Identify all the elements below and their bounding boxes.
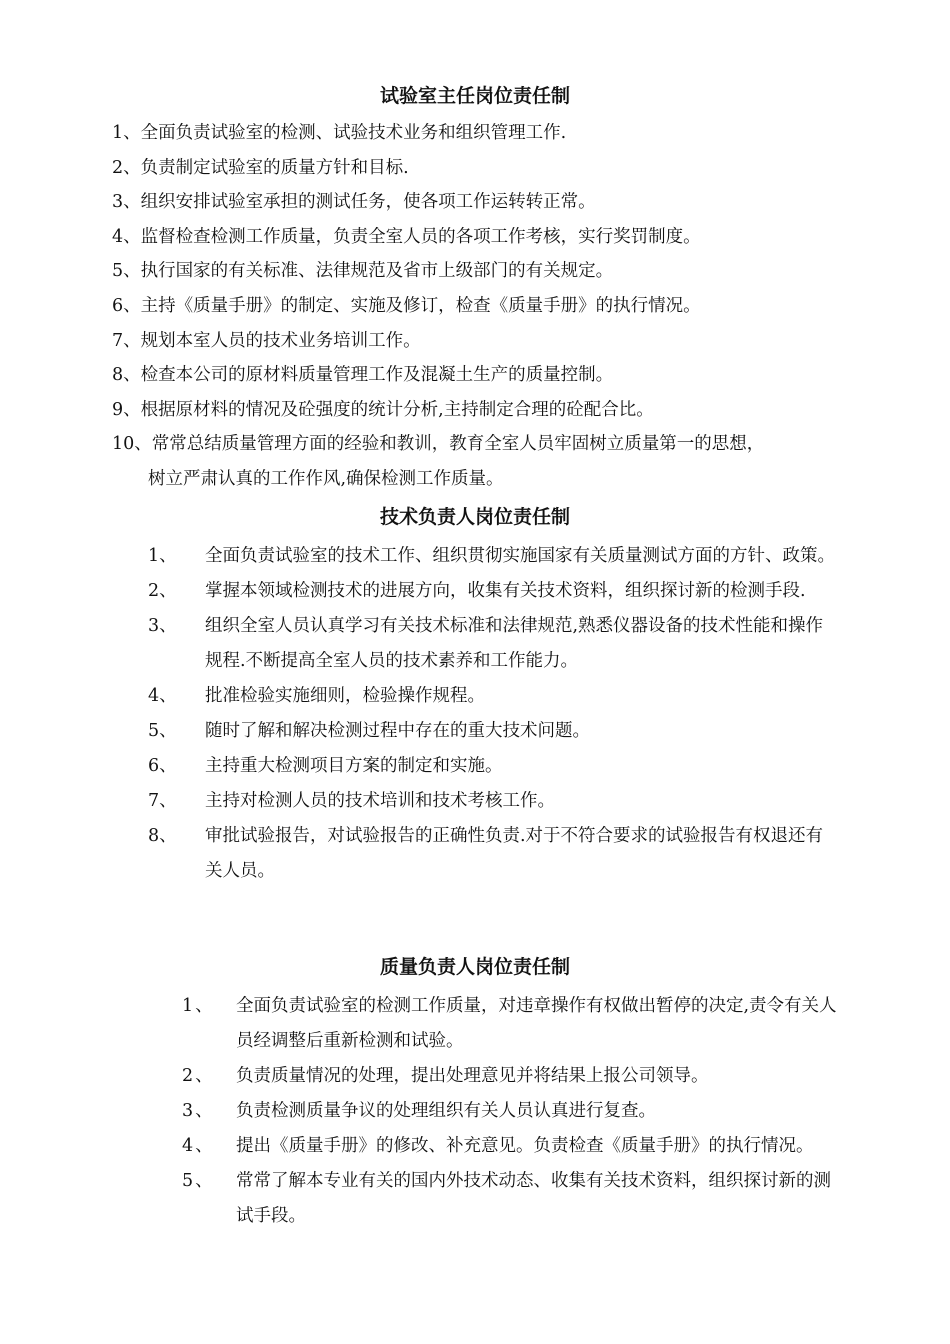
item-text: 提出《质量手册》的修改、补充意见。负责检查《质量手册》的执行情况。 <box>236 1136 814 1156</box>
list-item: 5、执行国家的有关标准、法律规范及省市上级部门的有关规定。 <box>112 261 614 282</box>
item-text: 负责检测质量争议的处理组织有关人员认真进行复查。 <box>236 1101 656 1121</box>
list-item <box>148 784 840 819</box>
item-number: 2、 <box>182 1066 215 1086</box>
list-item: 7、规划本室人员的技术业务培训工作。 <box>112 330 421 351</box>
list-item: 8、检查本公司的原材料质量管理工作及混凝土生产的质量控制。 <box>112 365 614 386</box>
list-item <box>182 1094 840 1129</box>
item-number: 5、 <box>182 1171 215 1191</box>
item-text: 组织全室人员认真学习有关技术标准和法律规范,熟悉仪器设备的技术性能和操作规程.不断提高全室人员的技术素养和工作能力。 <box>205 616 824 671</box>
item-number: 3、 <box>148 616 177 636</box>
item-text: 随时了解和解决检测过程中存在的重大技术问题。 <box>205 721 590 741</box>
list-item <box>182 1059 840 1094</box>
item-number: 5、 <box>148 721 177 741</box>
list-item <box>148 679 840 714</box>
item-text: 审批试验报告，对试验报告的正确性负责.对于不符合要求的试验报告有权退还有关人员。 <box>205 826 824 881</box>
item-text: 批准检验实施细则，检验操作规程。 <box>205 686 485 706</box>
section-title-technical-lead: 技术负责人岗位责任制 <box>379 506 570 528</box>
list-item <box>148 609 840 679</box>
list-item: 4、监督检查检测工作质量，负责全室人员的各项工作考核，实行奖罚制度。 <box>112 226 701 247</box>
item-number: 2、 <box>148 581 177 601</box>
list-item: 3、组织安排试验室承担的测试任务，使各项工作运转转正常。 <box>112 192 596 213</box>
list-item <box>148 749 840 784</box>
item-number: 1、 <box>148 546 177 566</box>
list-item <box>148 714 840 749</box>
item-text: 主持重大检测项目方案的制定和实施。 <box>205 756 503 776</box>
technical-lead-duties-list <box>148 539 840 889</box>
list-item <box>182 1129 840 1164</box>
lab-director-duties-list <box>112 116 852 497</box>
item-text: 主持对检测人员的技术培训和技术考核工作。 <box>205 791 555 811</box>
quality-lead-duties-list <box>182 989 840 1234</box>
section-title-quality-lead: 质量负责人岗位责任制 <box>379 956 570 978</box>
item-number: 7、 <box>148 791 177 811</box>
item-number: 6、 <box>148 756 177 776</box>
item-number: 4、 <box>182 1136 215 1156</box>
list-item <box>182 989 840 1059</box>
list-item <box>182 1164 840 1234</box>
item-text: 全面负责试验室的技术工作、组织贯彻实施国家有关质量测试方面的方针、政策。 <box>205 546 835 566</box>
list-item: 6、主持《质量手册》的制定、实施及修订，检查《质量手册》的执行情况。 <box>112 295 701 316</box>
item-text: 负责质量情况的处理，提出处理意见并将结果上报公司领导。 <box>236 1066 709 1086</box>
section-title-lab-director: 试验室主任岗位责任制 <box>379 85 570 107</box>
item-number: 1、 <box>182 996 215 1016</box>
list-item-continuation: 树立严肃认真的工作作风,确保检测工作质量。 <box>148 468 504 489</box>
item-number: 4、 <box>148 686 177 706</box>
item-number: 3、 <box>182 1101 215 1121</box>
list-item: 10、常常总结质量管理方面的经验和教训，教育全室人员牢固树立质量第一的思想， <box>112 434 765 455</box>
list-item <box>148 819 840 889</box>
list-item <box>148 574 840 609</box>
item-number: 8、 <box>148 826 177 846</box>
item-text: 全面负责试验室的检测工作质量，对违章操作有权做出暂停的决定,责令有关人员经调整后重新检测和试验。 <box>236 996 837 1051</box>
list-item <box>148 539 840 574</box>
item-text: 掌握本领域检测技术的进展方向，收集有关技术资料，组织探讨新的检测手段. <box>205 581 806 601</box>
item-text: 常常了解本专业有关的国内外技术动态、收集有关技术资料，组织探讨新的测试手段。 <box>236 1171 831 1226</box>
list-item: 9、根据原材料的情况及砼强度的统计分析,主持制定合理的砼配合比。 <box>112 399 654 420</box>
list-item: 2、负责制定试验室的质量方针和目标. <box>112 157 409 178</box>
list-item: 1、全面负责试验室的检测、试验技术业务和组织管理工作. <box>112 123 567 143</box>
